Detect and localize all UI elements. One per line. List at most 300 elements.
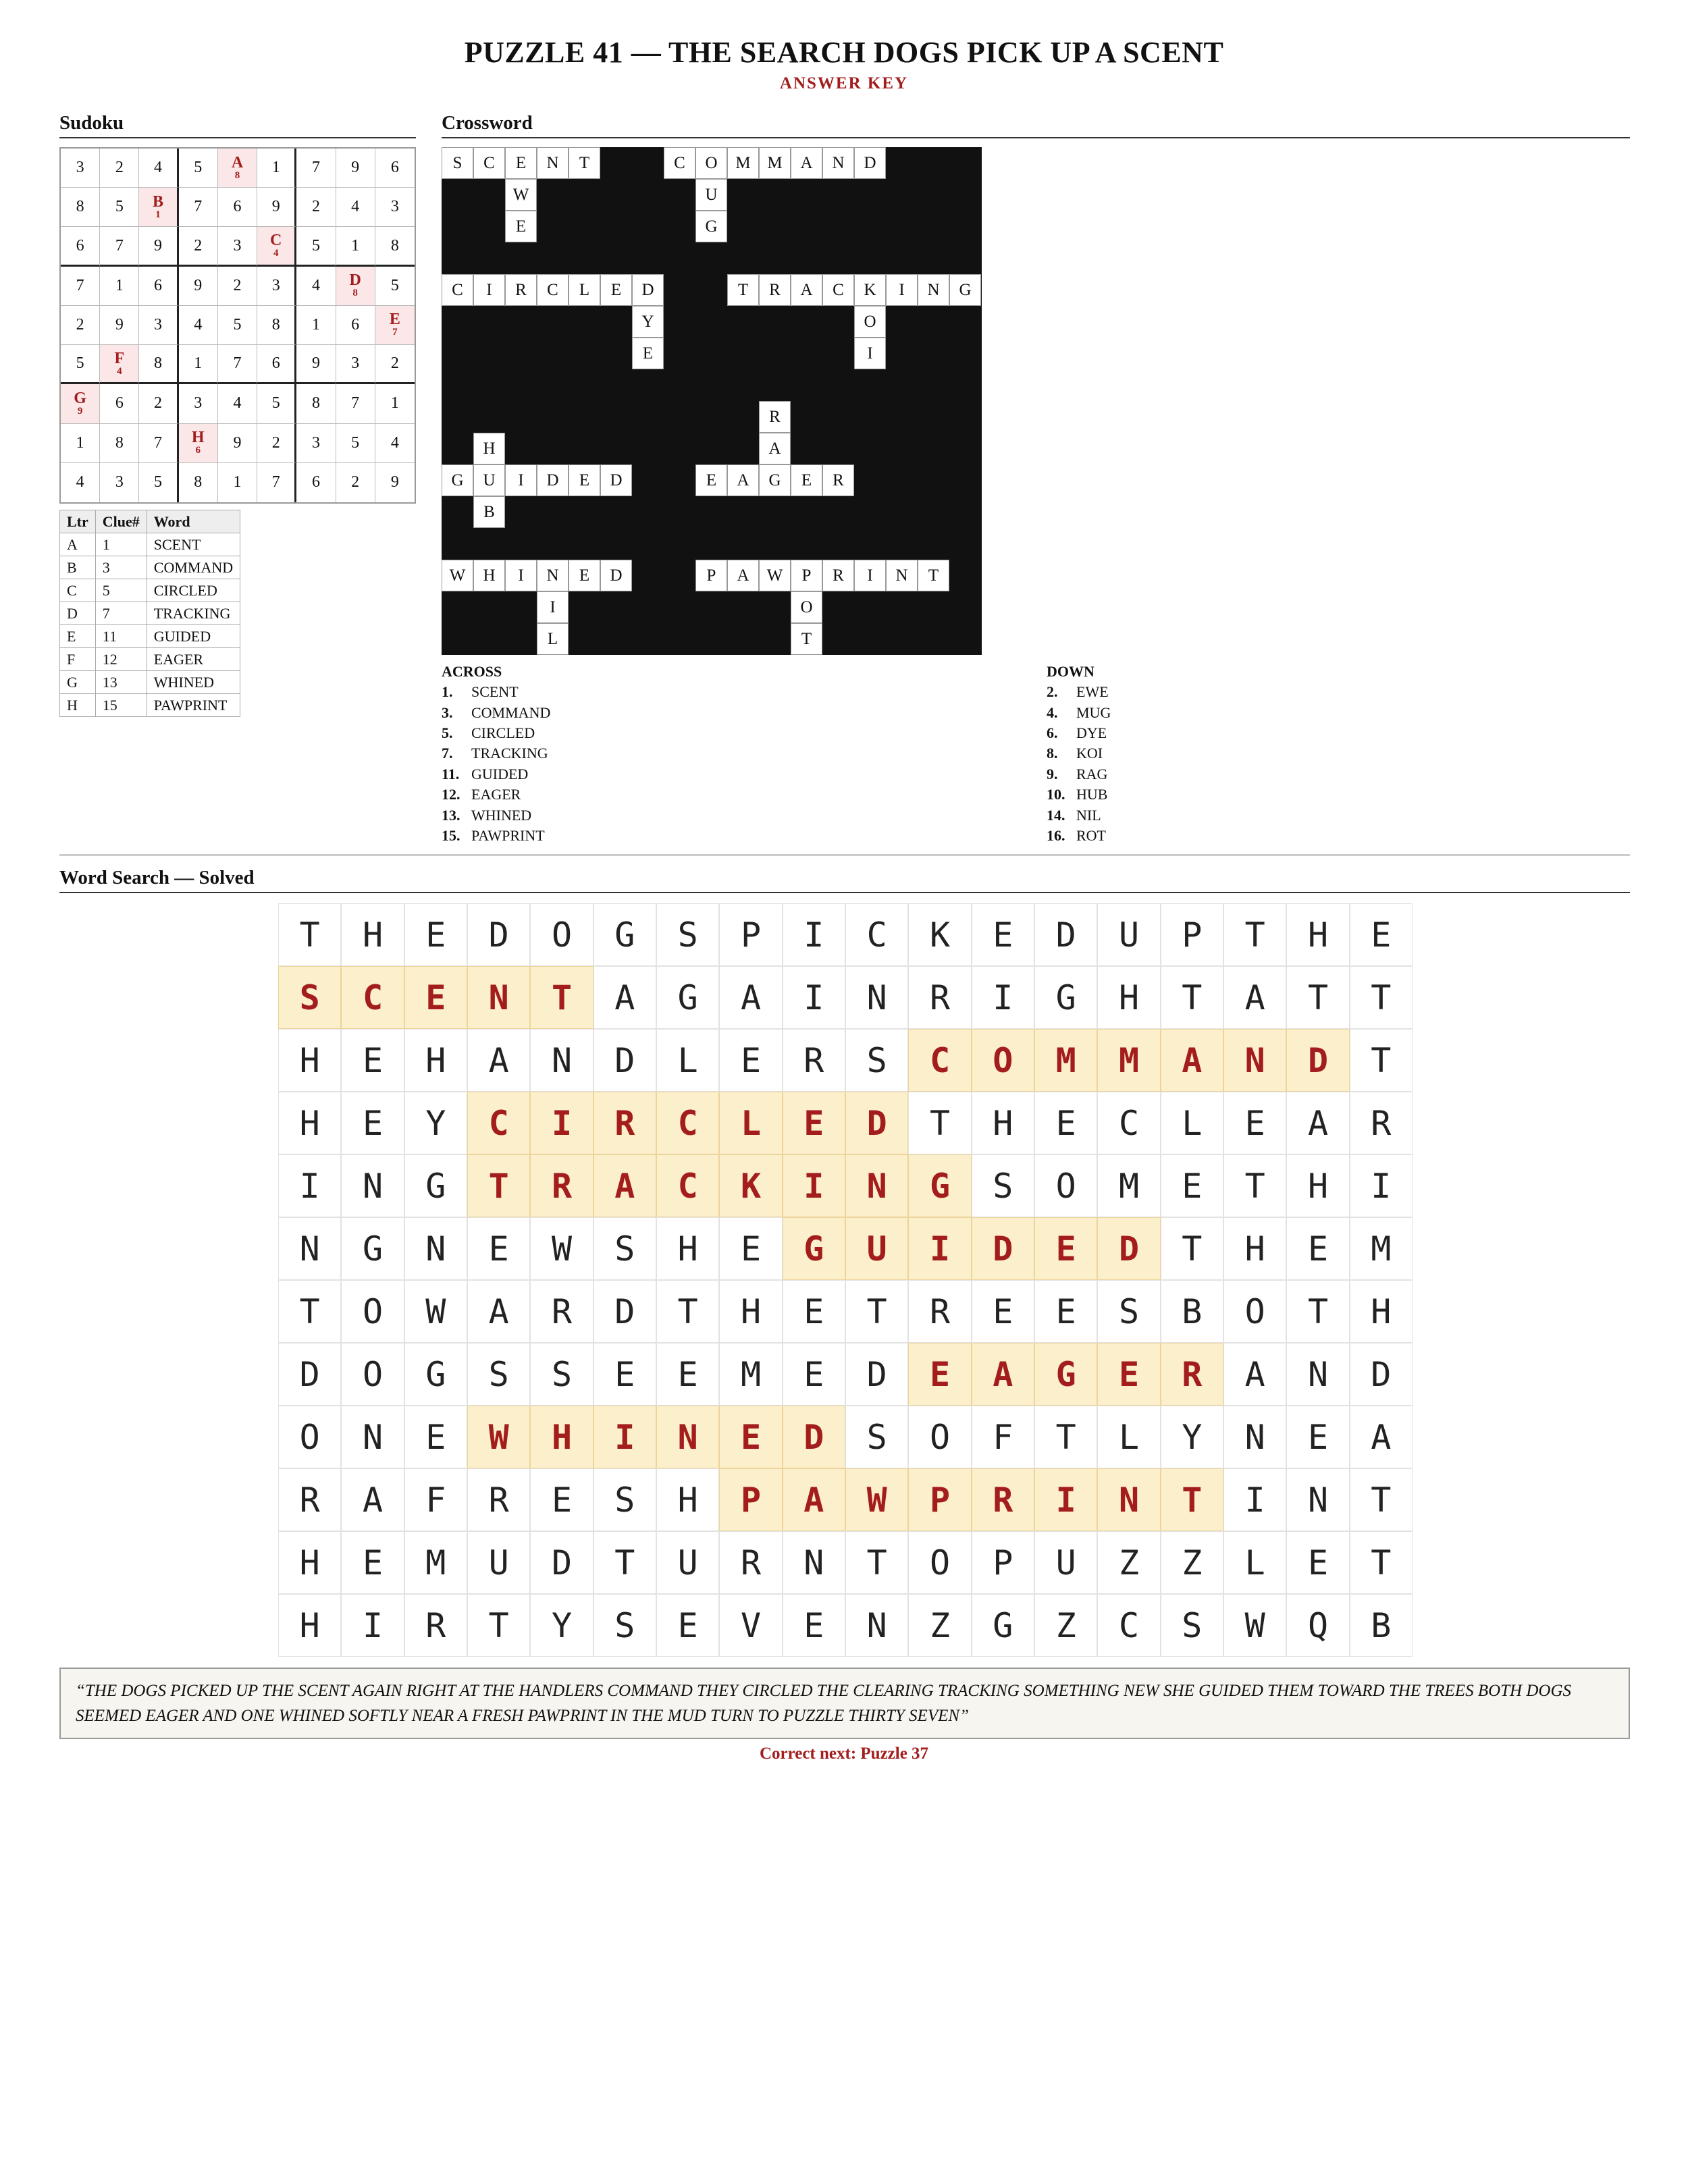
sudoku-cell: 4	[61, 463, 100, 502]
sudoku-cell: 2	[139, 384, 178, 423]
crossword-cell: H	[473, 433, 505, 464]
clue-item	[1047, 764, 1111, 784]
crossword-cell: C	[664, 147, 695, 179]
word-search-cell: P	[1161, 903, 1223, 966]
word-search-cell: U	[656, 1531, 719, 1594]
word-search-cell: T	[467, 1154, 530, 1217]
key-table-cell: A	[60, 533, 96, 556]
word-search-cell: E	[341, 1531, 404, 1594]
key-table-row	[60, 602, 240, 625]
sudoku-cell	[336, 267, 375, 306]
word-search-cell: H	[1350, 1280, 1413, 1343]
word-search-cell: N	[341, 1406, 404, 1468]
sudoku-cell: 7	[61, 267, 100, 306]
word-search-cell: C	[1097, 1092, 1160, 1154]
crossword-cell: N	[537, 147, 569, 179]
word-search-cell: M	[1034, 1029, 1097, 1092]
sudoku-cell: 4	[139, 149, 178, 188]
sudoku-cell: 7	[336, 384, 375, 423]
word-search-cell: N	[1223, 1029, 1286, 1092]
word-search-cell: R	[908, 966, 971, 1029]
sudoku-cell: 5	[257, 384, 296, 423]
word-search-cell: H	[278, 1531, 341, 1594]
sudoku-cell: 2	[257, 424, 296, 463]
crossword-cell: R	[759, 274, 791, 306]
word-search-cell: Y	[404, 1092, 467, 1154]
word-search-cell: G	[783, 1217, 845, 1280]
word-search-cell: T	[530, 966, 593, 1029]
clue-number: 16.	[1047, 826, 1065, 844]
crossword-cell: G	[442, 464, 473, 496]
word-search-cell: H	[656, 1468, 719, 1531]
word-search-cell: R	[278, 1468, 341, 1531]
crossword-cell: U	[473, 464, 505, 496]
word-search-cell: T	[656, 1280, 719, 1343]
word-search-cell: O	[1034, 1154, 1097, 1217]
word-search-cell: N	[1286, 1343, 1349, 1406]
key-table-cell: SCENT	[147, 533, 240, 556]
sudoku-cell: 2	[61, 306, 100, 345]
clue-item	[1047, 784, 1111, 805]
word-search-cell: G	[908, 1154, 971, 1217]
sudoku-cell: 8	[296, 384, 336, 423]
crossword-cell: D	[632, 274, 664, 306]
word-search-cell: M	[404, 1531, 467, 1594]
word-search-cell: A	[594, 1154, 656, 1217]
key-table-cell: 13	[95, 671, 147, 694]
word-search-cell: E	[1350, 903, 1413, 966]
clue-item	[442, 805, 550, 825]
crossword-cell: O	[791, 591, 822, 623]
word-search-cell: D	[594, 1029, 656, 1092]
word-search-cell: R	[530, 1280, 593, 1343]
key-table-cell: 7	[95, 602, 147, 625]
clue-item	[1047, 702, 1111, 722]
sudoku-cell: 3	[375, 188, 415, 227]
down-heading: DOWN	[1047, 663, 1094, 680]
word-search-cell: T	[1350, 1468, 1413, 1531]
word-search-cell: C	[341, 966, 404, 1029]
word-search-cell: A	[341, 1468, 404, 1531]
crossword-cell: P	[791, 560, 822, 591]
section-divider	[59, 854, 1630, 856]
key-table-header: Clue#	[95, 510, 147, 533]
word-search-cell: R	[467, 1468, 530, 1531]
word-search-cell: I	[278, 1154, 341, 1217]
clue-answer: GUIDED	[471, 765, 529, 782]
word-search-cell: G	[1034, 966, 1097, 1029]
word-search-cell: A	[1223, 966, 1286, 1029]
sudoku-cell: 3	[139, 306, 178, 345]
word-search-cell: T	[1223, 903, 1286, 966]
word-search-cell: S	[845, 1029, 908, 1092]
sudoku-cell: 9	[100, 306, 139, 345]
key-table-cell: B	[60, 556, 96, 579]
word-search-cell: N	[845, 966, 908, 1029]
crossword-cell: N	[537, 560, 569, 591]
word-search-cell: L	[1097, 1406, 1160, 1468]
word-search-cell: D	[1350, 1343, 1413, 1406]
sudoku-key-letter: A	[231, 153, 244, 171]
word-search-cell: C	[908, 1029, 971, 1092]
clue-number: 15.	[442, 826, 460, 844]
crossword-cell: C	[442, 274, 473, 306]
word-search-cell: S	[972, 1154, 1034, 1217]
crossword-cell: I	[854, 338, 886, 369]
sudoku-key-letter: C	[270, 232, 282, 250]
word-search-cell: G	[341, 1217, 404, 1280]
word-search-cell: L	[1161, 1092, 1223, 1154]
word-search-cell: A	[1350, 1406, 1413, 1468]
sudoku-cell: 1	[100, 267, 139, 306]
key-table-cell: WHINED	[147, 671, 240, 694]
clue-number: 8.	[1047, 745, 1058, 762]
word-search-cell: T	[1161, 1468, 1223, 1531]
word-search-cell: S	[656, 903, 719, 966]
crossword-cell: C	[822, 274, 854, 306]
crossword-cell: G	[695, 211, 727, 242]
word-search-cell: A	[594, 966, 656, 1029]
word-search-cell: E	[341, 1029, 404, 1092]
sudoku-cell: 2	[296, 188, 336, 227]
word-search-cell: S	[1097, 1280, 1160, 1343]
word-search-cell: O	[908, 1531, 971, 1594]
key-table-row	[60, 533, 240, 556]
word-search-cell: G	[656, 966, 719, 1029]
word-search-cell: D	[1286, 1029, 1349, 1092]
word-search-cell: Z	[908, 1594, 971, 1657]
word-search-cell: T	[1034, 1406, 1097, 1468]
sudoku-key-digit: 6	[195, 445, 201, 456]
crossword-cell: E	[569, 560, 600, 591]
crossword-cell: A	[791, 147, 822, 179]
crossword-cell: D	[600, 560, 632, 591]
crossword-cell: I	[886, 274, 918, 306]
sudoku-cell: 7	[257, 463, 296, 502]
word-search-cell: R	[719, 1531, 782, 1594]
sudoku-cell: 7	[218, 345, 257, 384]
word-search-cell: A	[783, 1468, 845, 1531]
sudoku-cell	[100, 345, 139, 384]
word-search-cell: W	[1223, 1594, 1286, 1657]
crossword-cell: T	[569, 147, 600, 179]
clue-answer: WHINED	[471, 806, 532, 824]
down-clue-list	[1047, 682, 1111, 846]
clue-item	[442, 826, 550, 846]
sudoku-cell: 9	[296, 345, 336, 384]
word-search-cell: O	[278, 1406, 341, 1468]
word-search-cell: Z	[1097, 1531, 1160, 1594]
sudoku-key-letter: F	[114, 349, 125, 367]
key-table-cell: CIRCLED	[147, 579, 240, 602]
word-search-cell: I	[783, 966, 845, 1029]
sudoku-cell: 1	[61, 424, 100, 463]
key-table-header: Word	[147, 510, 240, 533]
word-search-cell: G	[972, 1594, 1034, 1657]
clue-number: 4.	[1047, 703, 1058, 721]
crossword-cell: E	[600, 274, 632, 306]
clue-item	[1047, 826, 1111, 846]
sudoku-cell: 8	[139, 345, 178, 384]
across-clue-list	[442, 682, 550, 846]
crossword-cell: N	[886, 560, 918, 591]
word-search-cell: E	[530, 1468, 593, 1531]
key-table-cell: COMMAND	[147, 556, 240, 579]
word-search-cell: T	[845, 1531, 908, 1594]
sudoku-cell: 6	[139, 267, 178, 306]
word-search-cell: C	[656, 1154, 719, 1217]
word-search-cell: H	[1097, 966, 1160, 1029]
sudoku-cell: 3	[179, 384, 218, 423]
crossword-cell: E	[569, 464, 600, 496]
word-search-cell: A	[467, 1029, 530, 1092]
word-search-cell: D	[845, 1092, 908, 1154]
word-search-cell: R	[594, 1092, 656, 1154]
sudoku-cell: 3	[100, 463, 139, 502]
crossword-cell: I	[505, 464, 537, 496]
word-search-cell: H	[278, 1092, 341, 1154]
sudoku-cell: 7	[139, 424, 178, 463]
clue-number: 9.	[1047, 765, 1058, 782]
sudoku-cell: 9	[179, 267, 218, 306]
crossword-cell: E	[505, 147, 537, 179]
word-search-cell: F	[972, 1406, 1034, 1468]
letter-key-table	[59, 510, 240, 717]
clue-answer: DYE	[1076, 724, 1107, 741]
word-search-cell: T	[467, 1594, 530, 1657]
word-search-cell: T	[594, 1531, 656, 1594]
word-search-grid	[278, 903, 1413, 1657]
sudoku-key-letter: B	[153, 192, 164, 211]
crossword-cell: W	[442, 560, 473, 591]
word-search-cell: C	[1097, 1594, 1160, 1657]
sudoku-cell: 5	[336, 424, 375, 463]
key-table-cell: F	[60, 648, 96, 671]
word-search-cell: R	[972, 1468, 1034, 1531]
sudoku-key-digit: 9	[77, 405, 83, 417]
crossword-cell: E	[632, 338, 664, 369]
key-table-cell: 3	[95, 556, 147, 579]
word-search-cell: T	[1161, 966, 1223, 1029]
word-search-cell: M	[1097, 1154, 1160, 1217]
crossword-cell: G	[949, 274, 981, 306]
word-search-cell: W	[404, 1280, 467, 1343]
word-search-cell: K	[908, 903, 971, 966]
sudoku-cell: 5	[179, 149, 218, 188]
key-table-cell: 12	[95, 648, 147, 671]
word-search-cell: T	[1350, 966, 1413, 1029]
crossword-cell: I	[537, 591, 569, 623]
sudoku-cell: 5	[218, 306, 257, 345]
key-table-row	[60, 556, 240, 579]
word-search-cell: I	[341, 1594, 404, 1657]
word-search-cell: T	[1350, 1531, 1413, 1594]
clue-answer: EAGER	[471, 786, 521, 803]
word-search-cell: A	[1286, 1092, 1349, 1154]
crossword-grid	[442, 147, 982, 655]
clue-item	[442, 764, 550, 784]
word-search-cell: O	[341, 1280, 404, 1343]
crossword-cell: A	[727, 464, 759, 496]
crossword-cell: A	[759, 433, 791, 464]
next-puzzle-link: Correct next: Puzzle 37	[759, 1744, 929, 1763]
sudoku-cell: 7	[100, 227, 139, 266]
word-search-cell: A	[1161, 1029, 1223, 1092]
word-search-cell: N	[530, 1029, 593, 1092]
crossword-cell: R	[505, 274, 537, 306]
word-search-cell: S	[467, 1343, 530, 1406]
word-search-cell: D	[1034, 903, 1097, 966]
clue-item	[1047, 682, 1111, 702]
word-search-cell: Y	[1161, 1406, 1223, 1468]
sudoku-cell: 2	[179, 227, 218, 266]
word-search-heading: Word Search — Solved	[59, 867, 1630, 893]
word-search-cell: H	[530, 1406, 593, 1468]
sudoku-cell: 8	[179, 463, 218, 502]
crossword-cell: C	[537, 274, 569, 306]
sudoku-cell: 5	[100, 188, 139, 227]
word-search-cell: E	[1161, 1154, 1223, 1217]
key-table-row	[60, 694, 240, 717]
sudoku-cell: 1	[179, 345, 218, 384]
key-table-cell: PAWPRINT	[147, 694, 240, 717]
sudoku-key-digit: 7	[392, 327, 398, 338]
sudoku-cell: 8	[61, 188, 100, 227]
word-search-cell: O	[972, 1029, 1034, 1092]
word-search-cell: U	[845, 1217, 908, 1280]
key-table-row	[60, 671, 240, 694]
word-search-cell: W	[845, 1468, 908, 1531]
word-search-cell: E	[341, 1092, 404, 1154]
clue-number: 3.	[442, 703, 453, 721]
word-search-cell: M	[1097, 1029, 1160, 1092]
sudoku-cell: 8	[257, 306, 296, 345]
word-search-cell: H	[404, 1029, 467, 1092]
crossword-cell: K	[854, 274, 886, 306]
word-search-cell: R	[1350, 1092, 1413, 1154]
sudoku-cell	[218, 149, 257, 188]
clue-answer: PAWPRINT	[471, 826, 545, 844]
clue-number: 6.	[1047, 724, 1058, 741]
crossword-cell: A	[727, 560, 759, 591]
word-search-cell: L	[719, 1092, 782, 1154]
key-table-cell: H	[60, 694, 96, 717]
word-search-cell: I	[1034, 1468, 1097, 1531]
crossword-cell: B	[473, 496, 505, 528]
word-search-cell: S	[594, 1594, 656, 1657]
clue-number: 12.	[442, 786, 460, 803]
word-search-cell: S	[1161, 1594, 1223, 1657]
word-search-cell: I	[1350, 1154, 1413, 1217]
word-search-cell: Q	[1286, 1594, 1349, 1657]
sudoku-key-digit: 1	[155, 209, 161, 220]
sudoku-cell: 4	[218, 384, 257, 423]
crossword-cell: L	[569, 274, 600, 306]
crossword-cell: O	[854, 306, 886, 338]
word-search-cell: G	[404, 1154, 467, 1217]
sudoku-cell: 9	[257, 188, 296, 227]
clue-number: 10.	[1047, 786, 1065, 803]
word-search-cell: A	[972, 1343, 1034, 1406]
crossword-cell: I	[473, 274, 505, 306]
word-search-cell: D	[278, 1343, 341, 1406]
word-search-cell: C	[467, 1092, 530, 1154]
word-search-cell: W	[530, 1217, 593, 1280]
clue-number: 5.	[442, 724, 453, 741]
word-search-cell: E	[1286, 1217, 1349, 1280]
word-search-cell: G	[1034, 1343, 1097, 1406]
word-search-cell: E	[719, 1029, 782, 1092]
word-search-cell: L	[1223, 1531, 1286, 1594]
sudoku-cell: 2	[336, 463, 375, 502]
sudoku-key-digit: 4	[273, 248, 279, 259]
word-search-cell: F	[404, 1468, 467, 1531]
clue-number: 13.	[442, 806, 460, 824]
clue-answer: KOI	[1076, 745, 1103, 762]
word-search-cell: H	[1223, 1217, 1286, 1280]
clue-item	[442, 743, 550, 764]
word-search-cell: E	[719, 1406, 782, 1468]
sudoku-cell: 6	[257, 345, 296, 384]
word-search-cell: S	[594, 1217, 656, 1280]
sudoku-cell: 5	[139, 463, 178, 502]
sudoku-cell: 6	[375, 149, 415, 188]
word-search-cell: O	[341, 1343, 404, 1406]
word-search-cell: A	[467, 1280, 530, 1343]
word-search-cell: E	[1097, 1343, 1160, 1406]
word-search-cell: C	[656, 1092, 719, 1154]
crossword-cell: P	[695, 560, 727, 591]
key-table-cell: 11	[95, 625, 147, 648]
word-search-cell: R	[783, 1029, 845, 1092]
across-heading: ACROSS	[442, 663, 502, 680]
word-search-cell: B	[1161, 1280, 1223, 1343]
key-table-row	[60, 648, 240, 671]
sudoku-cell: 4	[179, 306, 218, 345]
clue-item	[1047, 805, 1111, 825]
clue-item	[442, 702, 550, 722]
word-search-cell: E	[1223, 1092, 1286, 1154]
clue-answer: NIL	[1076, 806, 1101, 824]
sudoku-cell	[257, 227, 296, 266]
word-search-cell: E	[404, 966, 467, 1029]
sudoku-key-letter: H	[191, 429, 205, 447]
word-search-cell: N	[783, 1531, 845, 1594]
word-search-cell: H	[972, 1092, 1034, 1154]
sudoku-cell: 3	[61, 149, 100, 188]
word-search-cell: H	[656, 1217, 719, 1280]
word-search-cell: H	[719, 1280, 782, 1343]
crossword-cell: D	[600, 464, 632, 496]
clue-answer: HUB	[1076, 786, 1108, 803]
key-table-header: Ltr	[60, 510, 96, 533]
word-search-cell: W	[467, 1406, 530, 1468]
sudoku-cell: 1	[257, 149, 296, 188]
word-search-cell: P	[719, 1468, 782, 1531]
crossword-cell: M	[759, 147, 791, 179]
clue-answer: MUG	[1076, 703, 1111, 721]
word-search-cell: Z	[1034, 1594, 1097, 1657]
crossword-cell: T	[791, 623, 822, 655]
key-table-cell: 1	[95, 533, 147, 556]
sudoku-cell: 4	[296, 267, 336, 306]
word-search-cell: R	[404, 1594, 467, 1657]
word-search-cell: T	[278, 1280, 341, 1343]
sudoku-cell: 6	[100, 384, 139, 423]
crossword-cell: M	[727, 147, 759, 179]
word-search-cell: N	[404, 1217, 467, 1280]
key-table-header-row	[60, 510, 240, 533]
